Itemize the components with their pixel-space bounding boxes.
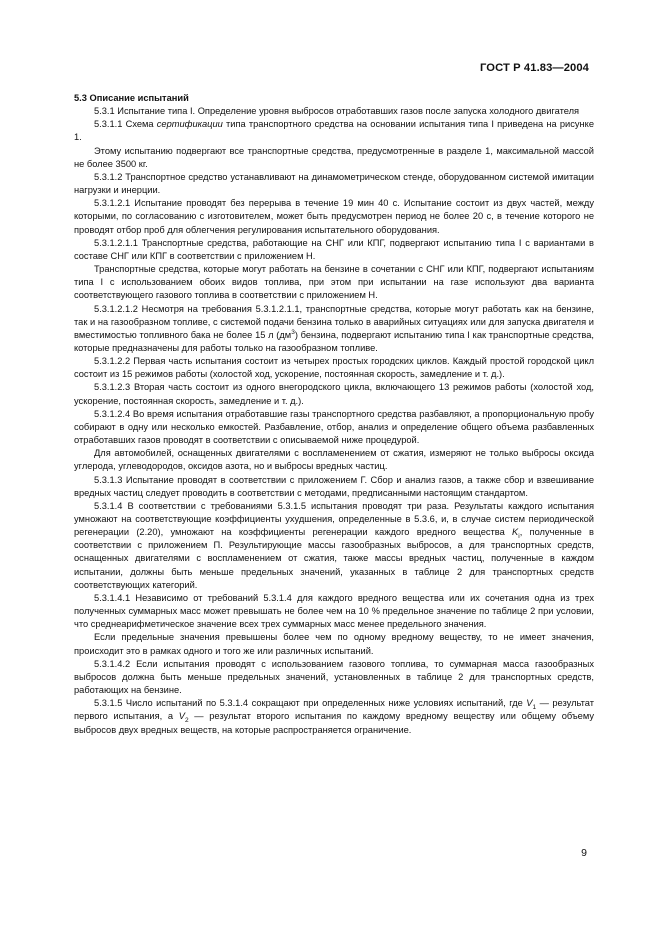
paragraph-5-3-1-5: 5.3.1.5 Число испытаний по 5.3.1.4 сокращают при определенных ниже условиях испытаний, где $V_1$ — результат первого испытания, а $V_2$ — результат второго испытания по каждому вредному веществу или общему объему выбросов двух вредных веществ, на которые распространяется ограничение.	[74, 698, 594, 735]
paragraph-5-3-1-2-2: 5.3.1.2.2 Первая часть испытания состоит из четырех простых городских циклов. Каждый простой городской цикл состоит из 15 режимов работы (холостой ход, ускорение, постоянная скорость, замедление и т. д.).	[74, 356, 594, 380]
paragraph-5-3-1-2: 5.3.1.2 Транспортное средство устанавливают на динамометрическом стенде, оборудованном системой имитации нагрузки и инерции.	[74, 171, 594, 196]
paragraph-5-3-1-2-1-2: 5.3.1.2.1.2 Несмотря на требования 5.3.1.2.1.1, транспортные средства, которые могут работать как на бензине, так и на газообразном топливе, с системой подачи бензина только в аварийных ситуациях или для запуска двигателя и вместимостью топливного бака не более 15 л $(дм^3)$ бензина, подвергают испытанию типа I как транспортные средства, которые предназначены для работы только на газообразном топливе.	[74, 303, 595, 353]
paragraph-diesel: Для автомобилей, оснащенных двигателями с воспламенением от сжатия, измеряют не только выбросы оксида углерода, углеводородов, оксидов азота, но и выбросы вредных частиц.	[74, 448, 594, 472]
paragraph-5-3-1-2-4: 5.3.1.2.4 Во время испытания отработавшие газы транспортного средства разбавляют, а пропорциональную пробу собирают в одну или несколько емкостей. Разбавление, отбор, анализ и определение общего объема разбавленных отработавших газов проводят в соответствии с описываемой ниже процедурой.	[74, 408, 594, 446]
paragraph-5-3-1-4: 5.3.1.4 В соответствии с требованиями 5.3.1.5 испытания проводят три раза. Результаты каждого испытания умножают на соответствующие коэффициенты ухудшения, определенные в 5.3.6, и, в случае систем периодической регенерации (2.20), умножают на коэффициенты регенерации каждого вредного вещества $K_i$, полученные в соответствии с приложением П. Результирующие массы газообразных выбросов, а для транспортных средств, оснащенных двигателями с воспламенением от сжатия, также массы вредных частиц, полученные в каждом испытании, должны быть меньше предельных значений, указанных в таблице 2 для транспортных средств соответствующих категорий.	[74, 500, 594, 590]
document-header: ГОСТ Р 41.83—2004	[480, 62, 589, 74]
section-title: 5.3 Описание испытаний	[74, 93, 189, 103]
paragraph-5-3-1-4-2: 5.3.1.4.2 Если испытания проводят с использованием газового топлива, то суммарная масса газообразных выбросов должна быть меньше предельных значений, установленных в таблице 2 для транспортных средств, работающих на бензине.	[74, 658, 594, 696]
paragraph-5-3-1-1: 5.3.1.1 Схема сертификации типа транспортного средства на основании испытания типа I приведена на рисунке 1.	[74, 119, 595, 143]
paragraph-5-3-1: 5.3.1 Испытание типа I. Определение уровня выбросов отработавших газов после запуска холодного двигателя	[94, 106, 580, 117]
page-number: 9	[581, 847, 587, 859]
document-body	[74, 92, 594, 737]
paragraph-5-3-1-3: 5.3.1.3 Испытание проводят в соответствии с приложением Г. Сбор и анализ газов, а также сбор и взвешивание вредных частиц следует проводить в соответствии с методами, предписанными настоящим стандартом.	[74, 474, 594, 498]
paragraph-scope: Этому испытанию подвергают все транспортные средства, предусмотренные в разделе 1, максимальной массой не более 3500 кг.	[74, 145, 594, 169]
paragraph-5-3-1-2-3: 5.3.1.2.3 Вторая часть состоит из одного внегородского цикла, включающего 13 режимов работы (холостой ход, ускорение, постоянная скорость, замедление и т. д.).	[74, 382, 594, 406]
paragraph-5-3-1-4-1: 5.3.1.4.1 Независимо от требований 5.3.1.4 для каждого вредного вещества или их сочетания одна из трех полученных суммарных масс может превышать не более чем на 10 % предельное значение по таблице 2 при условии, что среднеарифметическое значение всех трех суммарных масс менее предельного значения.	[74, 592, 594, 630]
paragraph-5-3-1-2-1-1: 5.3.1.2.1.1 Транспортные средства, работающие на СНГ или КПГ, подвергают испытанию типа I с вариантами в составе СНГ или КПГ в соответствии с приложением Н.	[74, 237, 594, 261]
paragraph-bifuel: Транспортные средства, которые могут работать на бензине в сочетании с СНГ или КПГ, подвергают испытаниям типа I с использованием обоих видов топлива, при этом при испытании на газе используют два варианта соответствующего газового топлива в соответствии с приложением Н.	[74, 264, 594, 301]
paragraph-limits-exceeded: Если предельные значения превышены более чем по одному вредному веществу, то не имеет значения, происходит это в рамках одного и того же или различных испытаний.	[74, 632, 594, 656]
paragraph-5-3-1-2-1: 5.3.1.2.1 Испытание проводят без перерыва в течение 19 мин 40 с. Испытание состоит из двух частей, между которыми, по согласованию с изготовителем, может быть предусмотрен период не более 20 с, в течение которого не проводят отбор проб для облегчения регулирования испытательного оборудования.	[74, 198, 594, 235]
